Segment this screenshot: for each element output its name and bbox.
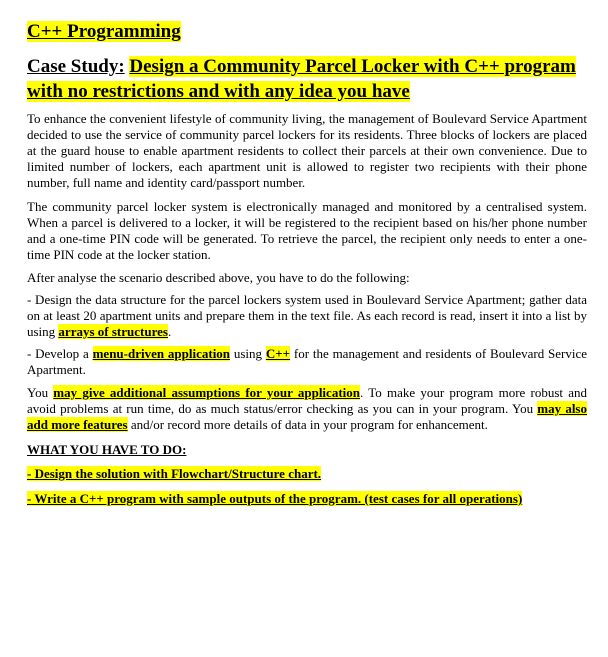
document-page [27,20,587,516]
assumptions-highlight: may give additional assumptions for your application [53,385,360,400]
design-item-end: . [167,324,172,339]
task-item [27,491,587,507]
what-to-do-heading: WHAT YOU HAVE TO DO: [27,442,187,457]
case-study-label: Case Study: [27,56,125,77]
case-study-heading: Design a Community Parcel Locker with C++ program with no restrictions and with any idea you have [27,56,576,102]
develop-item-end: for the management and residents of Boulevard Service Apartment. [27,346,588,377]
design-item [27,292,587,340]
arrays-of-structures-highlight: arrays of structures [58,324,168,339]
develop-item-mid: using [230,346,266,361]
menu-driven-highlight: menu-driven application [92,346,231,361]
system-paragraph: The community parcel locker system is electronically managed and monitored by a centralised system. When a parcel is delivered to a locker, it will be registered to the recipient based on his/her phone number and a one-time PIN code will be generated. To retrieve the parcel, the recipient only needs to enter a one-time PIN code at the locker station. [27,199,587,262]
task-write-text: - Write a C++ program with sample outputs of the program. (test cases for all operations) [27,491,523,506]
case-study-title [27,54,587,104]
develop-item-start: - Develop a [27,346,93,361]
intro-paragraph: To enhance the convenient lifestyle of community living, the management of Boulevard Service Apartment decided to use the service of community parcel lockers for its residents. Three blocks of lockers are placed at the guard house to enable apartment residents to collect their parcels at their own convenience. Due to limited number of lockers, each apartment unit is allowed to register two recipients with their phone number, full name and identity card/passport number. [27,111,587,190]
assumptions-paragraph [27,385,587,433]
assumptions-start: You [27,385,54,400]
assumptions-end: and/or record more details of data in your program for enhancement. [127,417,488,432]
course-title-text: C++ Programming [27,21,181,42]
task-design-text: - Design the solution with Flowchart/Structure chart. [27,466,322,481]
develop-item [27,346,587,378]
more-features-highlight: may also add more features [27,401,587,432]
assumptions-mid: . To make your program more robust and avoid problems at run time, do as much status/error checking as you can in your program. You [27,385,587,416]
after-paragraph: After analyse the scenario described above, you have to do the following: [27,270,410,285]
design-item-text: - Design the data structure for the parcel lockers system used in Boulevard Service Apartment; gather data on at least 20 apartment units and prepare them in the text file. As each record is read, insert it into a list by using [27,292,587,339]
cpp-highlight: C++ [265,346,291,361]
task-item [27,466,587,482]
course-title [27,20,587,44]
